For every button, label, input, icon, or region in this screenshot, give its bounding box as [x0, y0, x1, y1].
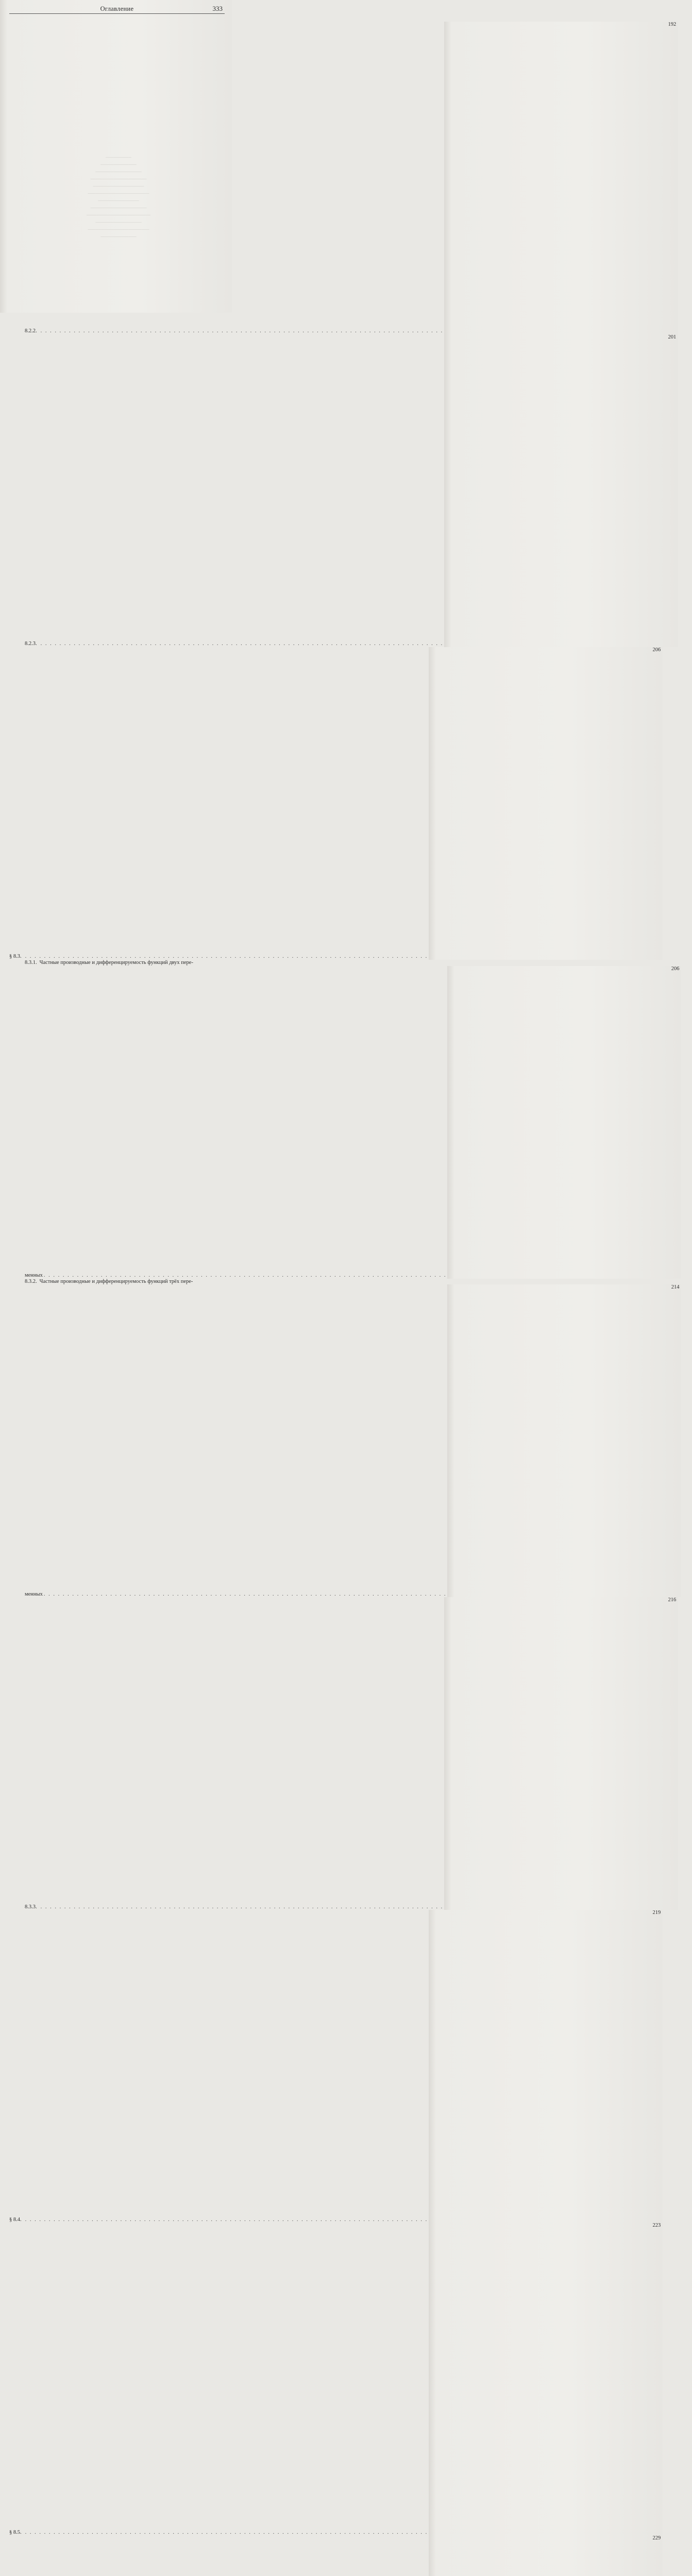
toc-entry-number: 8.2.2. — [25, 328, 37, 334]
dot-leader — [40, 328, 445, 334]
dot-leader — [43, 1591, 448, 1598]
dot-leader — [43, 1273, 448, 1279]
toc-entry-number: 8.3.3. — [25, 1904, 37, 1910]
toc-entry-page: 216 — [444, 1597, 678, 1910]
toc-entry-number: § 8.4. — [9, 2216, 22, 2223]
dot-leader — [40, 1904, 445, 1910]
toc-entry — [9, 960, 225, 966]
toc-entry-title-continued: менных — [25, 1273, 43, 1278]
table-of-contents — [9, 22, 680, 2576]
running-title: Оглавление — [100, 5, 134, 12]
toc-entry-number: 8.3.1. — [25, 960, 37, 965]
toc-entry-page: 192 — [444, 22, 678, 334]
toc-entry — [9, 647, 661, 960]
toc-entry-page: 201 — [444, 334, 678, 647]
dot-leader — [24, 2217, 429, 2223]
toc-entry — [9, 2535, 661, 2576]
dot-leader — [24, 2530, 429, 2536]
page-number: 333 — [212, 5, 223, 12]
toc-entry — [9, 2223, 661, 2535]
running-header — [9, 4, 225, 14]
toc-entry-continuation — [9, 1284, 680, 1597]
toc-entry-number: § 8.5. — [9, 2529, 22, 2535]
toc-entry-title: Частные производные и дифференцируемость функций двух пере- — [39, 960, 193, 965]
toc-entry-number: § 8.3. — [9, 954, 22, 960]
toc-entry-title-continued: менных — [25, 1591, 43, 1597]
toc-entry — [9, 334, 677, 647]
dot-leader — [40, 641, 445, 647]
toc-entry-page: 214 — [447, 1284, 681, 1597]
toc-entry-number: 8.3.2. — [25, 1278, 37, 1284]
toc-entry-page: 223 — [429, 2223, 663, 2535]
toc-entry-page: 206 — [429, 647, 663, 960]
toc-entry-number: 8.2.3. — [25, 641, 37, 647]
toc-entry — [9, 1910, 661, 2223]
toc-entry-continuation — [9, 965, 680, 1279]
bleed-through-imprint: ────────── ────────────── ────────────────── ────────────────────── ──────────────────── ──────────────────────── ──────────────── ────────────────────── ───────────────────────── ────────────────── ──────────────────────── ────────────── — [87, 156, 150, 239]
toc-entry — [9, 1597, 677, 1910]
toc-entry-page: 219 — [429, 1910, 663, 2223]
toc-entry-page: 206 — [447, 966, 681, 1279]
toc-entry-page: 229 — [429, 2535, 663, 2576]
dot-leader — [24, 954, 429, 960]
toc-entry-title: Частные производные и дифференцируемость функций трёх пере- — [39, 1278, 193, 1284]
toc-entry — [9, 1279, 225, 1285]
